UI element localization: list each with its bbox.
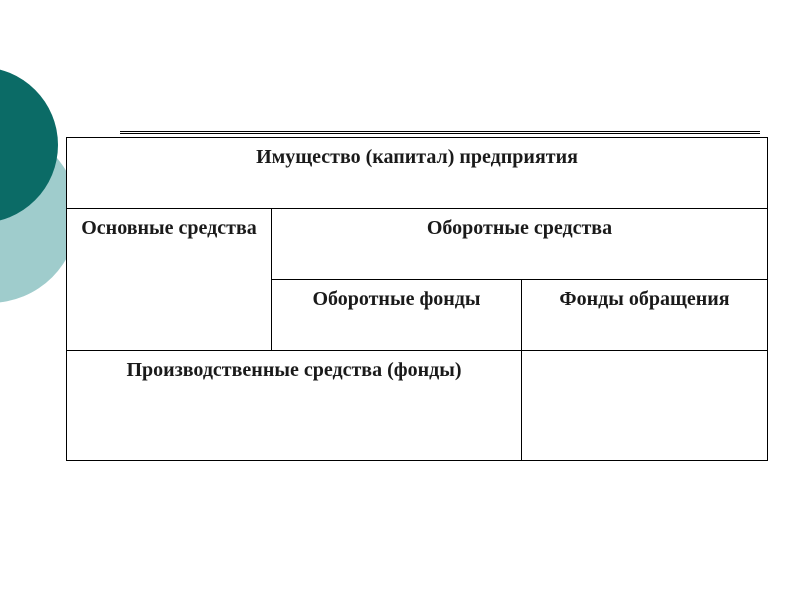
assets-scheme-table <box>66 137 768 461</box>
cell-circulation-funds <box>522 280 768 351</box>
cell-title <box>67 138 768 209</box>
table-row <box>67 209 768 280</box>
circulation-funds-label: Фонды обращения <box>559 288 730 310</box>
cell-working-funds <box>272 280 522 351</box>
current-assets-label: Оборотные средства <box>426 217 613 239</box>
table-row <box>67 351 768 461</box>
scheme-title: Имущество (капитал) предприятия <box>256 146 578 168</box>
fixed-assets-label: Основные средства <box>81 217 257 239</box>
cell-fixed-assets <box>67 209 272 351</box>
cell-production-assets <box>67 351 522 461</box>
working-funds-label: Оборотные фонды <box>312 288 481 310</box>
title-underline <box>120 131 760 134</box>
cell-empty <box>522 351 768 461</box>
cell-current-assets <box>272 209 768 280</box>
table-row <box>67 138 768 209</box>
production-assets-label: Производственные средства (фонды) <box>126 359 462 381</box>
